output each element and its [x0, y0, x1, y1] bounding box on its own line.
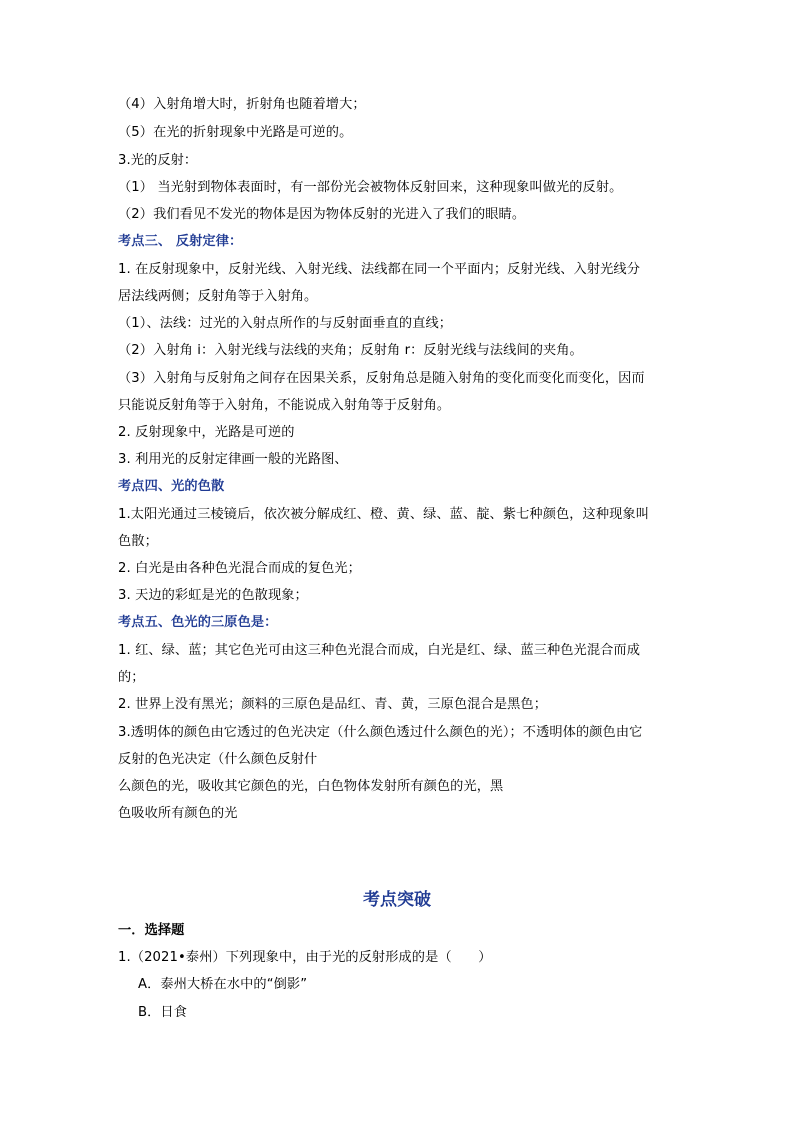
- text-line: 色散；: [118, 534, 158, 549]
- text-line: 2. 世界上没有黑光；颜料的三原色是品红、青、黄，三原色混合是黑色；: [118, 697, 547, 712]
- text-line: 3. 天边的彩虹是光的色散现象；: [118, 588, 308, 603]
- text-line: 的；: [118, 670, 145, 685]
- text-line: 3. 利用光的反射定律画一般的光路图、: [118, 452, 348, 467]
- text-line: （1） 当光射到物体表面时，有一部份光会被物体反射回来，这种现象叫做光的反射。: [118, 180, 623, 195]
- text-line: 色吸收所有颜色的光: [118, 806, 238, 821]
- text-line: （2）入射角 i：入射光线与法线的夹角；反射角 r：反射光线与法线间的夹角。: [118, 343, 583, 358]
- text-line: （2）我们看见不发光的物体是因为物体反射的光进入了我们的眼睛。: [118, 207, 526, 222]
- text-line: 居法线两侧；反射角等于入射角。: [118, 289, 318, 304]
- heading-kaodian-4: 考点四、光的色散: [118, 479, 225, 494]
- text-line: 1. 在反射现象中，反射光线、入射光线、法线都在同一个平面内；反射光线、入射光线分: [118, 262, 640, 277]
- option-b: B．日食: [138, 1005, 188, 1020]
- text-line: （4）入射角增大时，折射角也随着增大；: [118, 97, 366, 112]
- text-line: 反射的色光决定（什么颜色反射什: [118, 752, 318, 767]
- text-line: 1. 红、绿、蓝；其它色光可由这三种色光混合而成，白光是红、绿、蓝三种色光混合而成: [118, 643, 640, 658]
- text-line: （1）、法线：过光的入射点所作的与反射面垂直的直线；: [118, 316, 453, 331]
- question-type-heading: 一．选择题: [118, 923, 185, 938]
- text-line: 3.光的反射：: [118, 153, 198, 168]
- heading-kaodian-3: 考点三、 反射定律：: [118, 234, 243, 249]
- text-line: 3.透明体的颜色由它透过的色光决定（什么颜色透过什么颜色的光）；不透明体的颜色由它: [118, 725, 643, 740]
- question-stem: 1.（2021•泰州）下列现象中，由于光的反射形成的是（ ）: [118, 950, 492, 965]
- section-title: 考点突破: [363, 890, 431, 910]
- text-line: 2. 反射现象中，光路是可逆的: [118, 425, 295, 440]
- text-line: （3）入射角与反射角之间存在因果关系，反射角总是随入射角的变化而变化而变化，因而: [118, 371, 645, 386]
- text-line: 2. 白光是由各种色光混合而成的复色光；: [118, 561, 361, 576]
- text-line: 只能说反射角等于入射角，不能说成入射角等于反射角。: [118, 398, 451, 413]
- text-line: 1.太阳光通过三棱镜后，依次被分解成红、橙、黄、绿、蓝、靛、紫七种颜色，这种现象叫: [118, 507, 649, 522]
- heading-kaodian-5: 考点五、色光的三原色是：: [118, 615, 278, 630]
- text-line: 么颜色的光，吸收其它颜色的光，白色物体发射所有颜色的光，黑: [118, 779, 504, 794]
- option-a: A．泰州大桥在水中的“倒影”: [138, 977, 308, 992]
- text-line: （5）在光的折射现象中光路是可逆的。: [118, 125, 353, 140]
